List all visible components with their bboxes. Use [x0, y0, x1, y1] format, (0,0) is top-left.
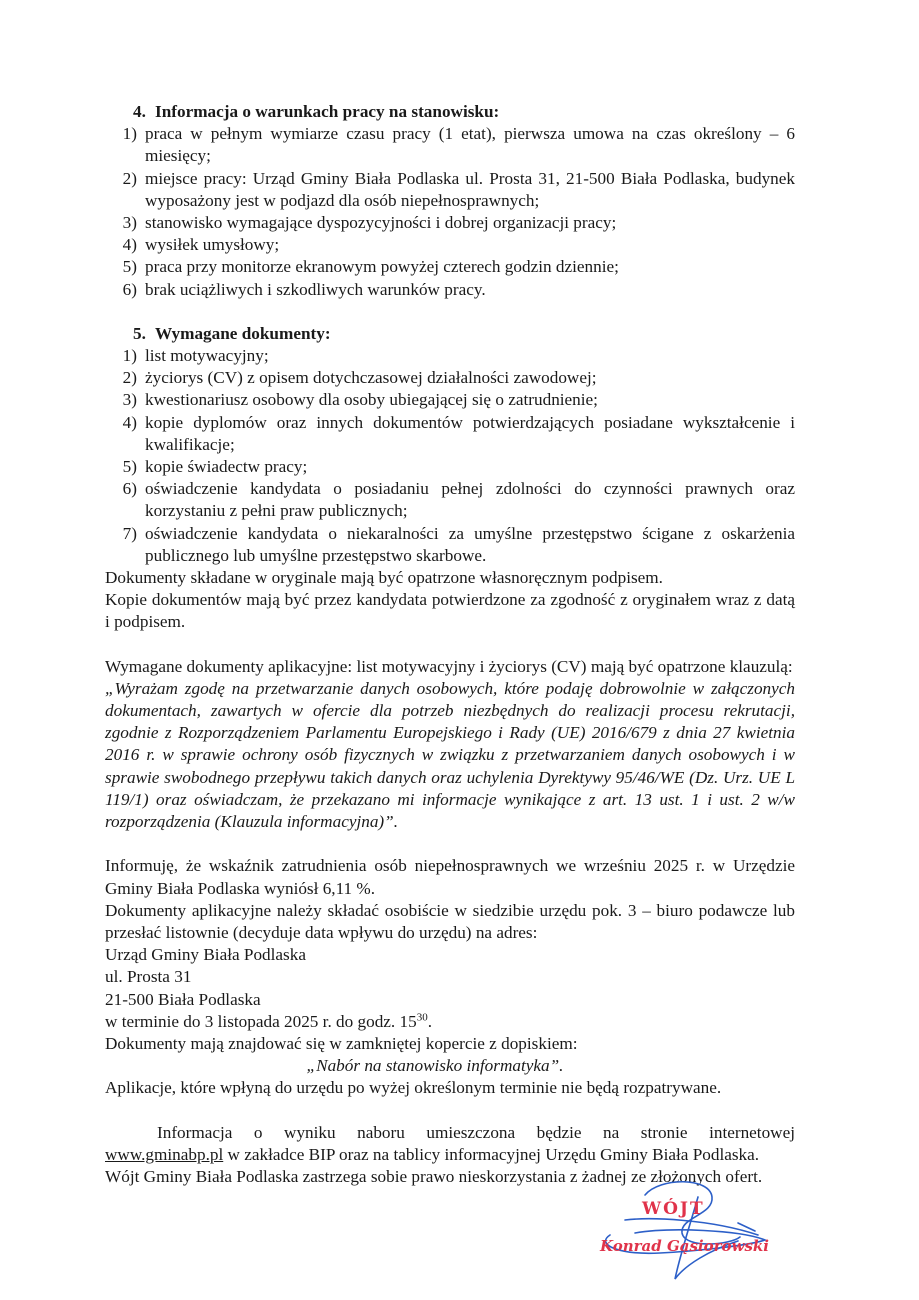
item-number: 6)	[122, 479, 137, 499]
list-item	[105, 345, 795, 367]
item-text: stanowisko wymagające dyspozycyjności i dobrej organizacji pracy;	[145, 213, 617, 233]
item-number: 5)	[122, 257, 137, 277]
deadline	[105, 1011, 795, 1033]
item-number: 2)	[122, 168, 137, 188]
website-link[interactable]: www.gminabp.pl	[105, 1144, 224, 1164]
signature-title: WÓJT	[642, 1199, 705, 1219]
submission-info: Dokumenty aplikacyjne należy składać osobiście w siedzibie urzędu pok. 3 – biuro podawcze lub przesłać listownie (decyduje data wpływu do urzędu) na adres:	[105, 900, 795, 942]
deadline-minutes: 30	[416, 1010, 428, 1023]
signature-stamp	[590, 1175, 790, 1285]
note-copies: Kopie dokumentów mają być przez kandydata potwierdzone za zgodność z oryginałem wraz z datą i podpisem.	[105, 590, 795, 632]
employment-rate-info: Informuję, że wskaźnik zatrudnienia osób niepełnosprawnych we wrześniu 2025 r. w Urzędzie Gminy Biała Podlaska wyniósł 6,11 %.	[105, 856, 795, 898]
section-title: Informacja o warunkach pracy na stanowisku:	[155, 102, 500, 121]
address-line-3: 21-500 Biała Podlaska	[105, 989, 261, 1009]
list-item	[105, 234, 795, 256]
deadline-text: w terminie do 3 listopada 2025 r. do godz. 15	[105, 1011, 417, 1031]
item-text: kwestionariusz osobowy dla osoby ubiegającej się o zatrudnienie;	[145, 390, 598, 410]
item-number: 5)	[122, 457, 137, 477]
work-conditions-list	[105, 123, 795, 301]
list-item	[105, 389, 795, 411]
item-text: życiorys (CV) z opisem dotychczasowej działalności zawodowej;	[145, 368, 597, 388]
list-item	[105, 256, 795, 278]
spacer	[105, 1100, 795, 1122]
item-text: brak uciążliwych i szkodliwych warunków pracy.	[145, 279, 486, 299]
list-item	[105, 412, 795, 456]
section-number: 4.	[133, 102, 146, 121]
list-item	[105, 168, 795, 212]
item-number: 1)	[122, 346, 137, 366]
spacer	[105, 301, 795, 323]
required-documents-list	[105, 345, 795, 567]
clause-intro: Wymagane dokumenty aplikacyjne: list motywacyjny i życiorys (CV) mają być opatrzone klauzulą:	[105, 656, 793, 676]
signature-name: Konrad Gąsiorowski	[600, 1237, 769, 1255]
item-text: praca w pełnym wymiarze czasu pracy (1 etat), pierwsza umowa na czas określony – 6 miesięcy;	[145, 124, 795, 166]
list-item	[105, 456, 795, 478]
section-4-heading	[133, 101, 795, 123]
item-number: 2)	[122, 368, 137, 388]
list-item	[105, 367, 795, 389]
late-applications-note: Aplikacje, które wpłyną do urzędu po wyżej określonym terminie nie będą rozpatrywane.	[105, 1078, 722, 1098]
result-info-end: w zakładce BIP oraz na tablicy informacyjnej Urzędu Gminy Biała Podlaska.	[223, 1144, 760, 1164]
address-line-2: ul. Prosta 31	[105, 967, 192, 987]
note-originals: Dokumenty składane w oryginale mają być opatrzone własnoręcznym podpisem.	[105, 568, 663, 588]
list-item	[105, 212, 795, 234]
spacer	[105, 833, 795, 855]
item-text: kopie świadectw pracy;	[145, 457, 308, 477]
result-info-line-2	[105, 1144, 795, 1166]
item-text: wysiłek umysłowy;	[145, 235, 280, 255]
item-text: oświadczenie kandydata o niekaralności za umyślne przestępstwo ścigane z oskarżenia publicznego lub umyślne przestępstwo skarbowe.	[145, 523, 795, 565]
item-text: miejsce pracy: Urząd Gminy Biała Podlaska ul. Prosta 31, 21-500 Biała Podlaska, budynek wyposażony jest w podjazd dla osób niepełnosprawnych;	[145, 168, 795, 210]
envelope-info: Dokumenty mają znajdować się w zamkniętej kopercie z dopiskiem:	[105, 1033, 578, 1053]
section-5-heading	[133, 323, 795, 345]
result-info-line-1: Informacja o wyniku naboru umieszczona będzie na stronie internetowej	[157, 1122, 795, 1142]
envelope-label: „Nabór na stanowisko informatyka”.	[306, 1056, 564, 1076]
document-body	[105, 101, 795, 1188]
item-number: 4)	[122, 412, 137, 432]
item-number: 4)	[122, 235, 137, 255]
handwritten-signature-icon	[590, 1175, 790, 1285]
reservation-note: Wójt Gminy Biała Podlaska zastrzega sobie prawo nieskorzystania z żadnej ze złożonych ofert.	[105, 1166, 763, 1186]
list-item	[105, 279, 795, 301]
item-number: 7)	[122, 523, 137, 543]
item-text: oświadczenie kandydata o posiadaniu pełnej zdolności do czynności prawnych oraz korzystaniu z pełni praw publicznych;	[145, 479, 795, 521]
item-number: 1)	[122, 124, 137, 144]
deadline-suffix: .	[427, 1011, 433, 1031]
item-text: list motywacyjny;	[145, 346, 269, 366]
list-item	[105, 523, 795, 567]
item-text: praca przy monitorze ekranowym powyżej czterech godzin dziennie;	[145, 257, 619, 277]
item-number: 3)	[122, 213, 137, 233]
list-item	[105, 478, 795, 522]
address-line-1: Urząd Gminy Biała Podlaska	[105, 945, 306, 965]
section-title: Wymagane dokumenty:	[155, 323, 331, 343]
item-number: 6)	[122, 279, 137, 299]
list-item	[105, 123, 795, 167]
item-text: kopie dyplomów oraz innych dokumentów potwierdzających posiadane wykształcenie i kwalifikacje;	[145, 412, 795, 454]
spacer	[105, 634, 795, 656]
gdpr-clause: „Wyrażam zgodę na przetwarzanie danych osobowych, które podaję dobrowolnie w załączonych dokumentach, zawartych w ofercie dla potrzeb niezbędnych do realizacji procesu rekrutacji, zgodnie z Rozporządzeniem Parlamentu Europejskiego i Rady (UE) 2016/679 z dnia 27 kwietnia 2016 r. w sprawie ochrony osób fizycznych w związku z przetwarzaniem danych osobowych i w sprawie swobodnego przepływu takich danych oraz uchylenia Dyrektywy 95/46/WE (Dz. Urz. UE L 119/1) oraz oświadczam, że przekazano mi informacje wynikające z art. 13 ust. 1 i ust. 2 w/w rozporządzenia (Klauzula informacyjna)”.	[105, 678, 795, 832]
item-number: 3)	[122, 390, 137, 410]
section-number: 5.	[133, 323, 146, 343]
